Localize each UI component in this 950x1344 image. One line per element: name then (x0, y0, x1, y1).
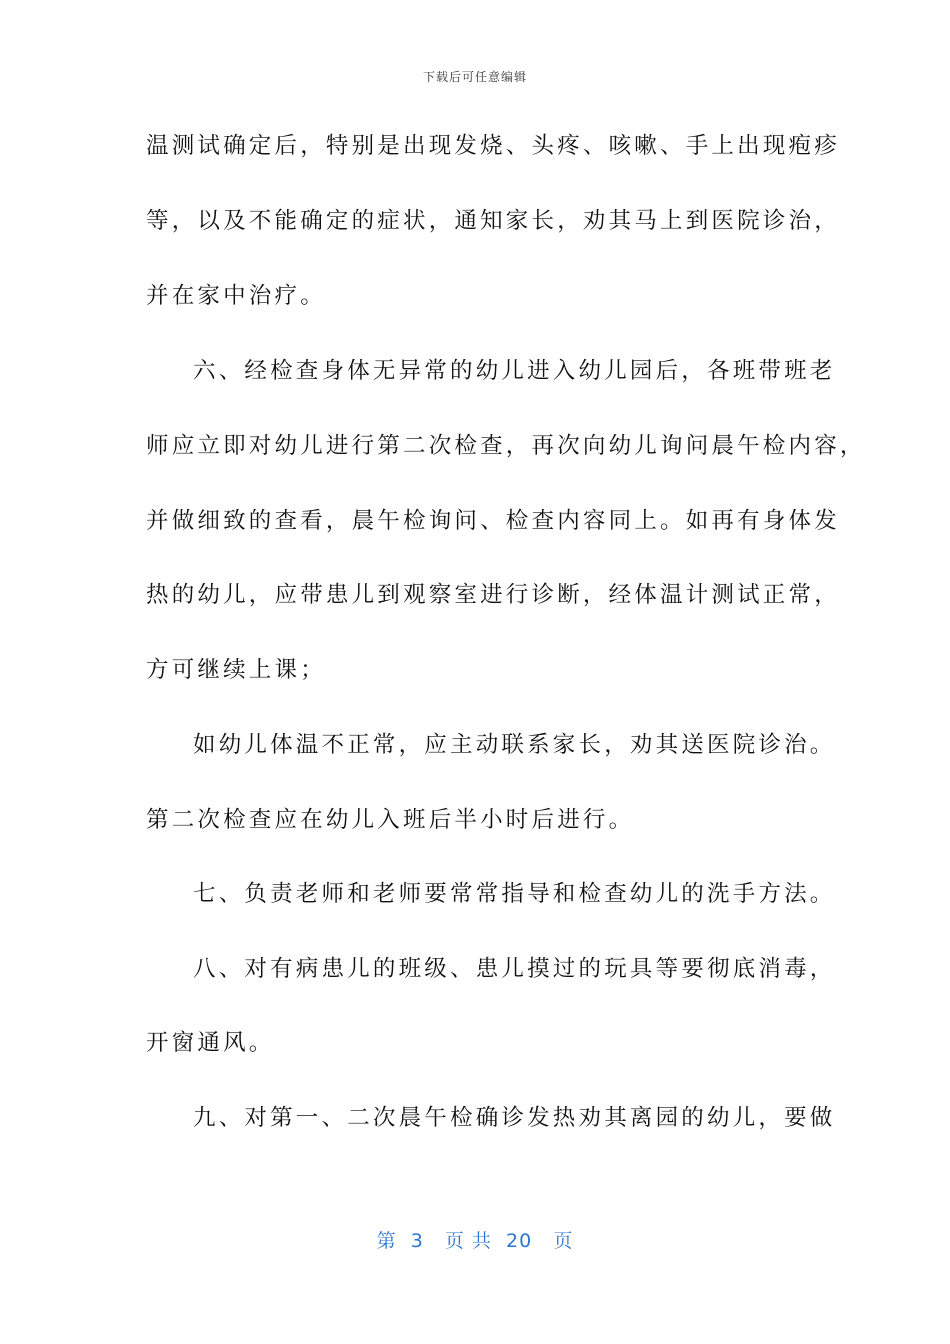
text-line: 师应立即对幼儿进行第二次检查，再次向幼儿询问晨午检内容， (146, 433, 866, 459)
text-line: 九、对第一、二次晨午检确诊发热劝其离园的幼儿，要做 (193, 1105, 836, 1131)
text-line: 等，以及不能确定的症状，通知家长，劝其马上到医院诊治， (146, 208, 840, 234)
text-line: 七、负责老师和老师要常常指导和检查幼儿的洗手方法。 (193, 881, 836, 907)
text-line: 第二次检查应在幼儿入班后半小时后进行。 (146, 807, 635, 833)
text-line: 六、经检查身体无异常的幼儿进入幼儿园后，各班带班老 (193, 358, 836, 384)
text-line: 开窗通风。 (146, 1030, 275, 1056)
text-line: 如幼儿体温不正常，应主动联系家长，劝其送医院诊治。 (193, 732, 836, 758)
text-line: 方可继续上课； (146, 657, 326, 683)
text-line: 并在家中治疗。 (146, 283, 326, 309)
page-header-note: 下载后可任意编辑 (422, 70, 527, 84)
text-line: 并做细致的查看，晨午检询问、检查内容同上。如再有身体发 (146, 508, 840, 534)
text-line: 温测试确定后，特别是出现发烧、头疼、咳嗽、手上出现疱疹 (146, 133, 840, 159)
page-number-footer: 第 3 页 共 20 页 (376, 1230, 574, 1252)
text-line: 八、对有病患儿的班级、患儿摸过的玩具等要彻底消毒， (193, 956, 836, 982)
text-line: 热的幼儿，应带患儿到观察室进行诊断，经体温计测试正常， (146, 582, 840, 608)
